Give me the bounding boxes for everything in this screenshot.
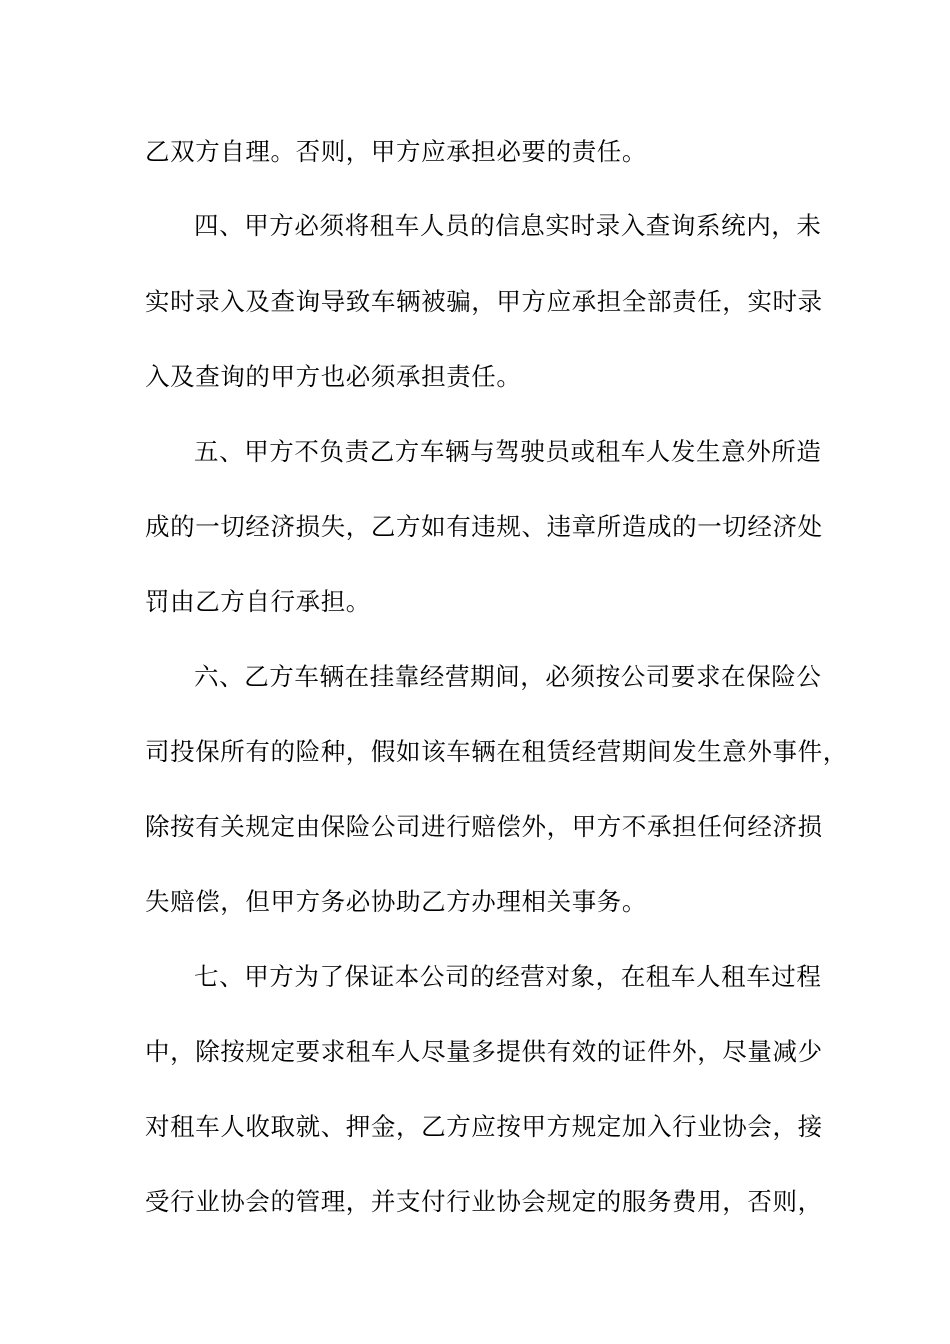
text-line: 对租车人收取就、押金，乙方应按甲方规定加入行业协会，接: [145, 1112, 823, 1141]
text-line: 失赔偿，但甲方务必协助乙方办理相关事务。: [145, 887, 647, 916]
text-line: 罚由乙方自行承担。: [145, 587, 371, 616]
text-line: 入及查询的甲方也必须承担责任。: [145, 362, 522, 391]
text-line: 司投保所有的险种，假如该车辆在租赁经营期间发生意外事件，: [145, 737, 848, 766]
text-line: 实时录入及查询导致车辆被骗，甲方应承担全部责任，实时录: [145, 287, 823, 316]
text-line: 除按有关规定由保险公司进行赔偿外，甲方不承担任何经济损: [145, 812, 823, 841]
text-line: 中，除按规定要求租车人尽量多提供有效的证件外，尽量减少: [145, 1037, 823, 1066]
text-line: 成的一切经济损失，乙方如有违规、违章所造成的一切经济处: [145, 512, 823, 541]
paragraph-6-line-1: 六、乙方车辆在挂靠经营期间，必须按公司要求在保险公: [194, 662, 822, 691]
paragraph-5-line-1: 五、甲方不负责乙方车辆与驾驶员或租车人发生意外所造: [194, 437, 822, 466]
text-line: 受行业协会的管理，并支付行业协会规定的服务费用，否则，: [145, 1187, 823, 1216]
text-line: 乙双方自理。否则，甲方应承担必要的责任。: [145, 137, 647, 166]
paragraph-4-line-1: 四、甲方必须将租车人员的信息实时录入查询系统内，未: [194, 211, 822, 240]
paragraph-7-line-1: 七、甲方为了保证本公司的经营对象，在租车人租车过程: [194, 962, 822, 991]
